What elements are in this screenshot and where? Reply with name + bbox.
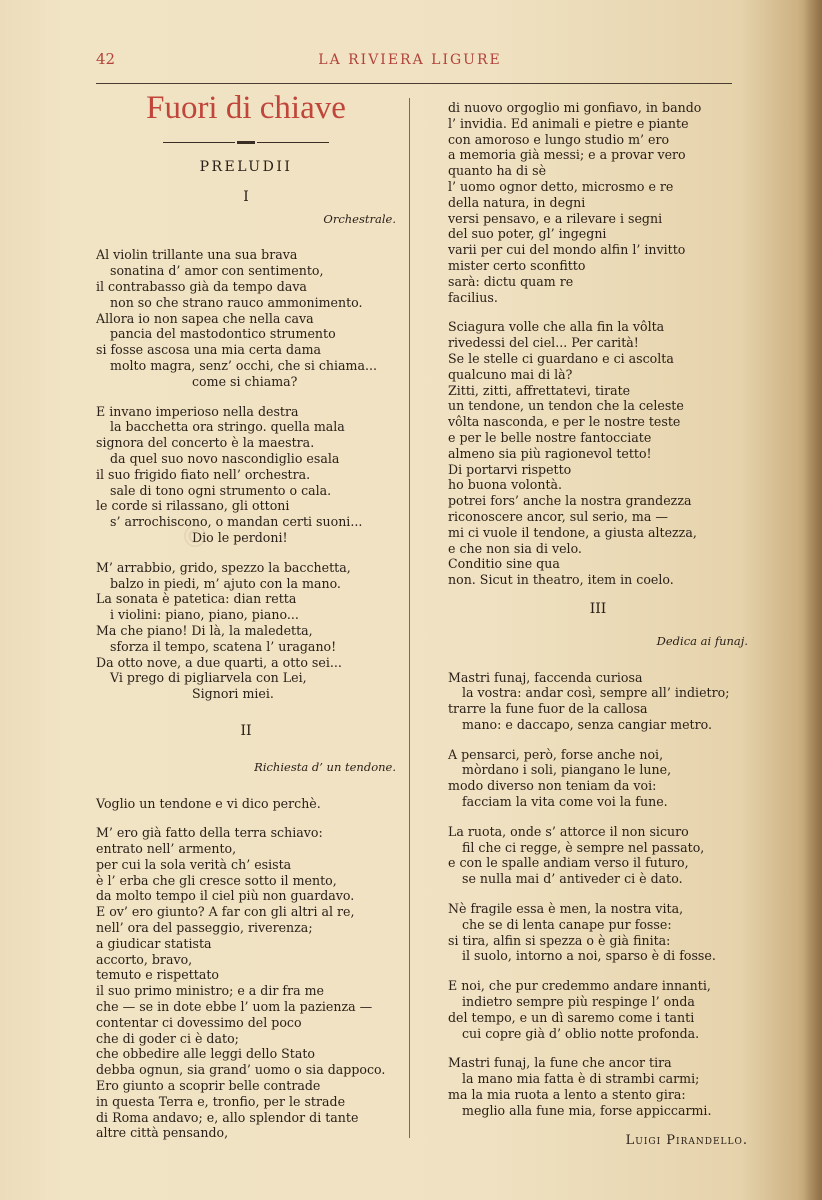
verse-line: riconoscere ancor, sul serio, ma — <box>448 508 668 524</box>
stanza <box>448 824 748 887</box>
verse-line: Allora io non sapea che nella cava <box>96 310 314 326</box>
verse-line: in questa Terra e, tronfio, per le strade <box>96 1093 346 1109</box>
part1-stanzas <box>96 247 396 702</box>
verse-line: di nuovo orgoglio mi gonfiavo, in bando <box>448 100 702 115</box>
verse-line: Nè fragile essa è men, la nostra vita, <box>448 901 684 917</box>
stanza <box>448 978 748 1041</box>
verse-line: un tendone, un tendon che la celeste <box>448 398 684 414</box>
verse-line: che — se in dote ebbe l’ uom la pazienza — <box>96 999 373 1015</box>
page-header <box>96 50 724 74</box>
verse-line: i violini: piano, piano, piano... <box>110 607 299 623</box>
verse-line: Conditio sine qua <box>448 556 560 572</box>
stanza <box>96 825 396 1141</box>
poem-title: Fuori di chiave <box>146 90 346 126</box>
verse-line: da quel suo novo nascondiglio esala <box>110 450 340 466</box>
verse-line: a memoria già messi; e a provar vero <box>448 147 686 163</box>
verse-line: ho buona volontà. <box>448 477 563 493</box>
verse-line: vôlta nasconda, e per le nostre teste <box>448 414 681 430</box>
verse-line: mano: e daccapo, senza cangiar metro. <box>462 716 712 732</box>
stanza <box>96 247 396 389</box>
verse-line: e con le spalle andiam verso il futuro, <box>448 855 689 871</box>
verse-line: se nulla mai d’ antiveder ci è dato. <box>462 871 683 887</box>
verse-line: almeno sia più ragionevol tetto! <box>448 445 652 461</box>
stanza <box>448 747 748 810</box>
verse-line: del tempo, e un dì saremo come i tanti <box>448 1009 695 1025</box>
verse-line: Voglio un tendone e vi dico perchè. <box>96 795 321 811</box>
page-edge-shadow <box>804 0 822 1200</box>
verse-line: di Roma andavo; e, allo splendor di tante <box>96 1109 359 1125</box>
part-dedication-1: Orchestrale. <box>323 211 396 226</box>
verse-line: meglio alla fune mia, forse appiccarmi. <box>462 1102 712 1118</box>
verse-line: il suo frigido fiato nell’ orchestra. <box>96 466 311 482</box>
verse-line: si tira, alfin si spezza o è già finita: <box>448 932 671 948</box>
verse-line: A pensarci, però, forse anche noi, <box>448 746 664 762</box>
verse-line: trarre la fune fuor de la callosa <box>448 701 648 717</box>
stanza <box>96 560 396 702</box>
verse-line: Di portarvi rispetto <box>448 461 572 477</box>
verse-line: varii per cui del mondo alfin l’ invitto <box>448 242 686 258</box>
verse-line: si fosse ascosa una mia certa dama <box>96 342 322 358</box>
verse-line: accorto, bravo, <box>96 951 193 967</box>
verse-line: non so che strano rauco ammonimento. <box>110 294 363 310</box>
verse-line: Sciagura volle che alla fin la vôlta <box>448 319 665 335</box>
part2-continued-stanzas <box>448 100 748 588</box>
stanza <box>448 100 748 305</box>
left-column <box>96 86 396 1155</box>
author-signature: Luigi Pirandello. <box>625 1132 748 1148</box>
watermark: © <box>180 520 210 555</box>
verse-line: facilius. <box>448 289 498 305</box>
verse-line: che obbedire alle leggi dello Stato <box>96 1046 315 1062</box>
stanza <box>448 319 748 588</box>
verse-line: temuto e rispettato <box>96 967 219 983</box>
stanza <box>448 670 748 733</box>
stanza <box>448 1055 748 1118</box>
running-title: LA RIVIERA LIGURE <box>318 52 502 68</box>
stanza <box>96 796 396 812</box>
verse-line: indietro sempre più respinge l’ onda <box>462 994 695 1010</box>
verse-line: Signori miei. <box>192 686 274 702</box>
verse-line: della natura, in degni <box>448 194 586 210</box>
verse-line: sforza il tempo, scatena l’ uragano! <box>110 638 337 654</box>
verse-line: E ov’ ero giunto? A far con gli altri al re, <box>96 904 355 920</box>
verse-line: balzo in piedi, m’ ajuto con la mano. <box>110 575 341 591</box>
verse-line: ma la mia ruota a lento a stento gira: <box>448 1087 686 1103</box>
part-dedication-2: Richiesta d’ un tendone. <box>254 759 396 774</box>
verse-line: mi ci vuole il tendone, a giusta altezza, <box>448 524 697 540</box>
verse-line: Zitti, zitti, affrettatevi, tirate <box>448 382 631 398</box>
verse-line: mister certo sconfitto <box>448 257 586 273</box>
verse-line: e per le belle nostre fantocciate <box>448 429 652 445</box>
part2-stanzas <box>96 796 396 1142</box>
verse-line: la vostra: andar così, sempre all’ indietro; <box>462 685 730 701</box>
verse-line: del suo poter, gl’ ingegni <box>448 226 607 242</box>
verse-line: modo diverso non teniam da voi: <box>448 778 657 794</box>
verse-line: signora del concerto è la maestra. <box>96 435 315 451</box>
verse-line: altre città pensando, <box>96 1125 229 1141</box>
verse-line: potrei fors’ anche la nostra grandezza <box>448 493 692 509</box>
verse-line: Mastri funaj, la fune che ancor tira <box>448 1055 672 1071</box>
part-numeral-2: II <box>240 722 252 739</box>
verse-line: M’ arrabbio, grido, spezzo la bacchetta, <box>96 559 351 575</box>
part-numeral-3: III <box>589 600 607 617</box>
column-divider <box>409 98 410 1138</box>
verse-line: e che non sia di velo. <box>448 540 582 556</box>
verse-line: la bacchetta ora stringo. quella mala <box>110 419 345 435</box>
verse-line: a giudicar statista <box>96 935 212 951</box>
verse-line: E invano imperioso nella destra <box>96 403 299 419</box>
verse-line: E noi, che pur credemmo andare innanti, <box>448 978 711 994</box>
verse-line: il contrabasso già da tempo dava <box>96 278 307 294</box>
verse-line: entrato nell’ armento, <box>96 841 237 857</box>
verse-line: da molto tempo il ciel più non guardavo. <box>96 888 355 904</box>
verse-line: non. Sicut in theatro, item in coelo. <box>448 572 674 588</box>
verse-line: facciam la vita come voi la fune. <box>462 794 668 810</box>
verse-line: Ma che piano! Di là, la maledetta, <box>96 622 313 638</box>
verse-line: le corde si rilassano, gli ottoni <box>96 498 290 514</box>
verse-line: rivedessi del ciel... Per carità! <box>448 335 639 351</box>
verse-line: sale di tono ogni strumento o cala. <box>110 482 332 498</box>
verse-line: Ero giunto a scoprir belle contrade <box>96 1078 321 1094</box>
verse-line: s’ arrochiscono, o mandan certi suoni... <box>110 514 363 530</box>
verse-line: molto magra, senz’ occhi, che si chiama... <box>110 357 378 373</box>
verse-line: la mano mia fatta è di strambi carmi; <box>462 1071 700 1087</box>
verse-line: pancia del mastodontico strumento <box>110 326 336 342</box>
verse-line: Al violin trillante una sua brava <box>96 247 298 263</box>
verse-line: sarà: dictu quam re <box>448 273 574 289</box>
verse-line: il suolo, intorno a noi, sparso è di fosse. <box>462 948 716 964</box>
verse-line: come si chiama? <box>192 373 298 389</box>
verse-line: mòrdano i soli, piangano le lune, <box>462 762 672 778</box>
verse-line: che di goder ci è dato; <box>96 1030 239 1046</box>
verse-line: l’ uomo ognor detto, microsmo e re <box>448 178 674 194</box>
right-column <box>448 100 748 1148</box>
verse-line: Se le stelle ci guardano e ci ascolta <box>448 350 674 366</box>
stanza <box>96 404 396 546</box>
verse-line: M’ ero già fatto della terra schiavo: <box>96 825 323 841</box>
verse-line: Dio le perdoni! <box>192 529 288 545</box>
verse-line: nell’ ora del passeggio, riverenza; <box>96 920 313 936</box>
part-numeral-1: I <box>243 188 249 205</box>
header-rule <box>96 83 732 84</box>
verse-line: l’ invidia. Ed animali e pietre e piante <box>448 115 689 131</box>
verse-line: per cui la sola verità ch’ esista <box>96 856 292 872</box>
verse-line: Da otto nove, a due quarti, a otto sei... <box>96 654 342 670</box>
verse-line: Mastri funaj, faccenda curiosa <box>448 669 643 685</box>
verse-line: è l’ erba che gli cresce sotto il mento, <box>96 872 337 888</box>
verse-line: con amoroso e lungo studio m’ ero <box>448 131 670 147</box>
verse-line: La ruota, onde s’ attorce il non sicuro <box>448 823 689 839</box>
verse-line: contentar ci dovessimo del poco <box>96 1014 302 1030</box>
title-ornament <box>96 134 396 144</box>
verse-line: debba ognun, sia grand’ uomo o sia dappoco. <box>96 1062 386 1078</box>
verse-line: sonatina d’ amor con sentimento, <box>110 263 324 279</box>
verse-line: che se di lenta canape pur fosse: <box>462 916 672 932</box>
part-dedication-3: Dedica ai funaj. <box>656 633 748 648</box>
part3-stanzas <box>448 670 748 1119</box>
verse-line: il suo primo ministro; e a dir fra me <box>96 983 325 999</box>
verse-line: Vi prego di pigliarvela con Lei, <box>110 670 307 686</box>
page-number: 42 <box>96 50 116 68</box>
verse-line: fil che ci regge, è sempre nel passato, <box>462 839 705 855</box>
verse-line: La sonata è patetica: dian retta <box>96 591 297 607</box>
verse-line: qualcuno mai di là? <box>448 366 573 382</box>
stanza <box>448 901 748 964</box>
verse-line: quanto ha di sè <box>448 163 547 179</box>
section-heading: PRELUDII <box>199 159 293 175</box>
verse-line: versi pensavo, e a rilevare i segni <box>448 210 663 226</box>
verse-line: cui copre già d’ oblio notte profonda. <box>462 1025 700 1041</box>
